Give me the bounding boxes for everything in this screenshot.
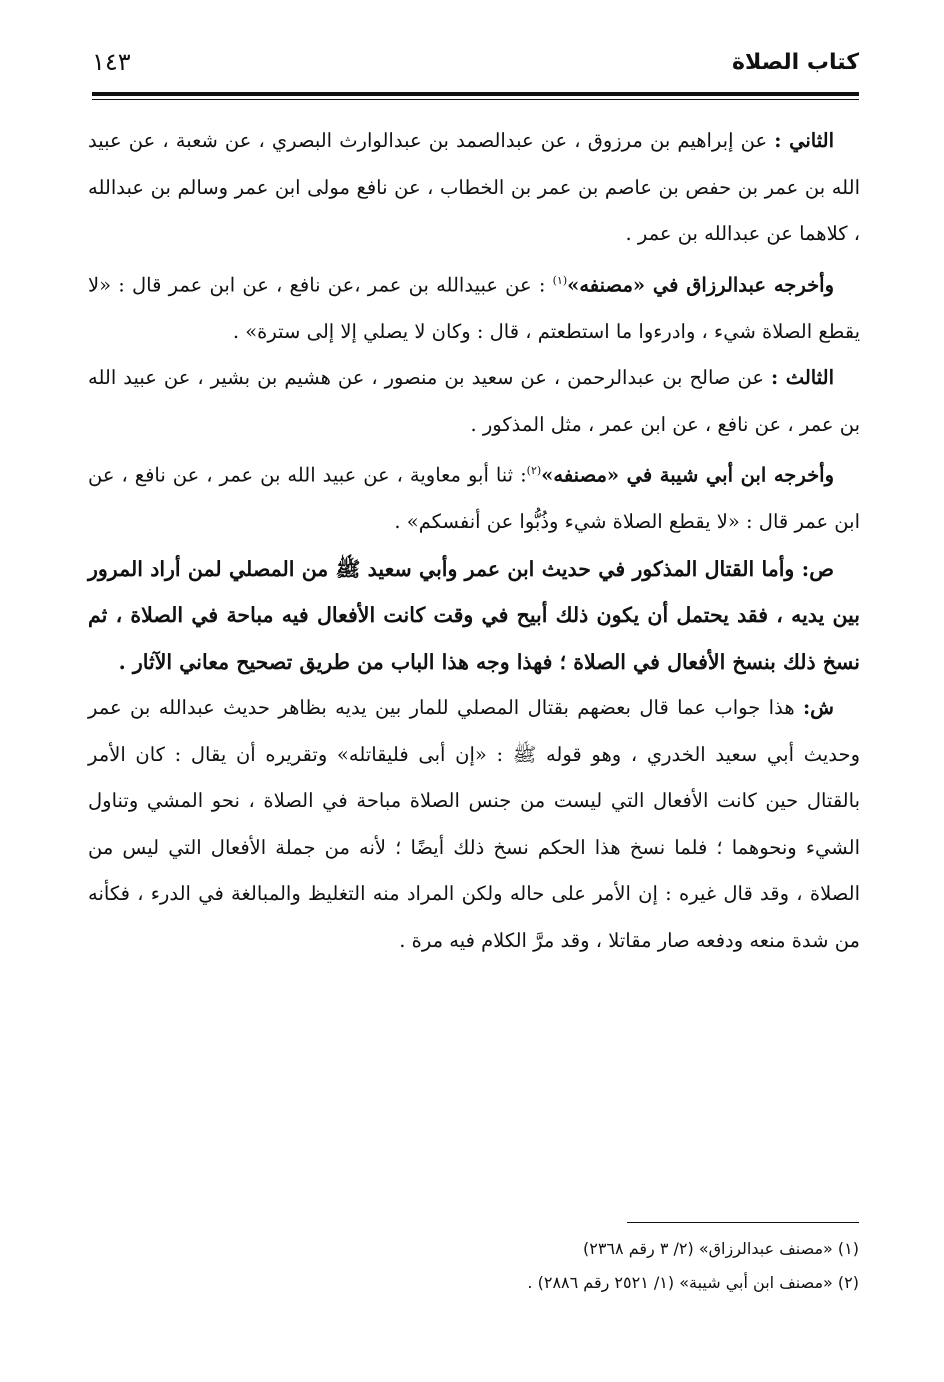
- paragraph-lead: ش:: [802, 696, 834, 719]
- paragraph-third-chain: [88, 355, 860, 448]
- footnote-separator: [627, 1222, 859, 1223]
- paragraph-abdulrazzaq: [88, 258, 860, 356]
- page-number: ١٤٣: [92, 48, 131, 76]
- paragraph-lead: وأخرجه ابن أبي شيبة في «مصنفه»: [541, 463, 834, 487]
- page-header: [92, 50, 859, 90]
- paragraph-second-chain: [88, 118, 860, 258]
- paragraph-text: عن إبراهيم بن مرزوق ، عن عبدالصمد بن عبدالوارث البصري ، عن شعبة ، عن عبيد الله بن عمر بن حفص بن عاصم بن عمر بن الخطاب ، عن نافع مولى ابن عمر وسالم بن عبدالله ، كلاهما عن عبدالله بن عمر .: [88, 129, 860, 245]
- main-text: [88, 118, 860, 964]
- header-rule-thin: [92, 99, 859, 100]
- footnotes: [300, 1232, 859, 1300]
- footnote-item: (١) «مصنف عبدالرزاق» (٢/ ٣ رقم ٢٣٦٨): [582, 1239, 859, 1258]
- chapter-title: كتاب الصلاة: [732, 50, 859, 75]
- paragraph-text: هذا جواب عما قال بعضهم بقتال المصلي للمار بين يديه بظاهر حديث عبدالله بن عمر وحديث أبي سعيد الخدري ، وهو قوله ﷺ : «إن أبى فليقاتله» وتقريره أن يقال : كان الأمر بالقتال حين كانت الأفعال التي ليست من جنس الصلاة مباحة في الصلاة ، نحو المشي وتناول الشيء ونحوهما ؛ فلما نسخ هذا الحكم نسخ ذلك أيضًا ؛ لأنه من جملة الأفعال التي ليس من الصلاة ، وقد قال غيره : إن الأمر على حاله ولكن المراد منه التغليظ والمبالغة في الدرء ، فكأنه من شدة منعه ودفعه صار مقاتلا ، وقد مرَّ الكلام فيه مرة .: [88, 696, 860, 952]
- footnote-item: (٢) «مصنف ابن أبي شيبة» (١/ ٢٥٢١ رقم ٢٨٨٦) .: [527, 1273, 859, 1292]
- footnote-ref-1: (١): [552, 273, 568, 287]
- header-rule-thick: [92, 92, 859, 96]
- paragraph-lead: الثالث :: [770, 366, 834, 389]
- paragraph-matn: ص: وأما القتال المذكور في حديث ابن عمر وأبي سعيد ﷺ من المصلي لمن أراد المرور بين يديه ، فقد يحتمل أن يكون ذلك أبيح في وقت كانت الأفعال فيه مباحة في الصلاة ، ثم نسخ ذلك بنسخ الأفعال في الصلاة ؛ فهذا وجه هذا الباب من طريق تصحيح معاني الآثار .: [88, 556, 860, 674]
- paragraph-text: : عن عبيدالله بن عمر ،عن نافع ، عن ابن عمر قال : «لا يقطع الصلاة شيء ، وادرءوا ما استطعتم ، قال : وكان لا يصلي إلا إلى سترة» .: [88, 273, 860, 343]
- paragraph-text: عن صالح بن عبدالرحمن ، عن سعيد بن منصور ، عن هشيم بن بشير ، عن عبيد الله بن عمر ، عن نافع ، عن ابن عمر ، مثل المذكور .: [88, 366, 860, 436]
- footnote-ref-2: (٢): [526, 464, 542, 477]
- paragraph-sharh: [88, 685, 860, 964]
- paragraph-ibn-abi-shaybah: [88, 448, 860, 546]
- paragraph-lead: وأخرجه عبدالرزاق في «مصنفه»: [567, 273, 834, 296]
- paragraph-lead: الثاني :: [774, 129, 834, 152]
- paragraph-text: : ثنا أبو معاوية ، عن عبيد الله بن عمر ، عن نافع ، عن ابن عمر قال : «لا يقطع الصلاة شيء وذُبُّوا عن أنفسكم» .: [88, 463, 860, 533]
